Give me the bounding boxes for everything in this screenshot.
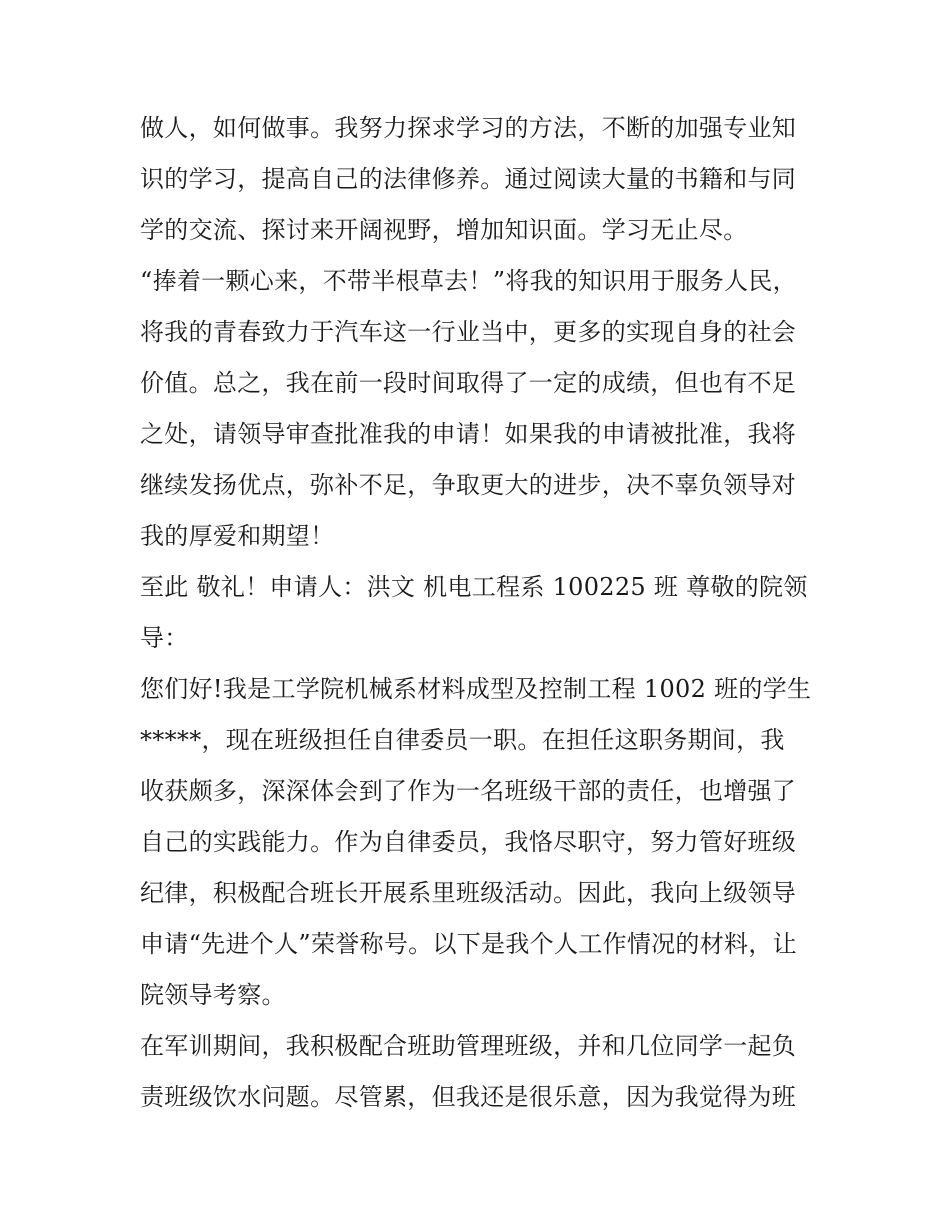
text-line: 责班级饮水问题。尽管累，但我还是很乐意，因为我觉得为班 bbox=[140, 1083, 797, 1111]
text-line: 做人，如何做事。我努力探求学习的方法，不断的加强专业知 bbox=[140, 114, 797, 142]
text-line: 我的厚爱和期望！ bbox=[140, 522, 335, 550]
text-line: 院领导考察。 bbox=[140, 981, 286, 1009]
text-line: 您们好!我是工学院机械系材料成型及控制工程 1002 班的学生 bbox=[140, 675, 812, 703]
document-body bbox=[140, 103, 820, 1123]
text-line: “捧着一颗心来，不带半根草去！”将我的知识用于服务人民， bbox=[140, 267, 797, 295]
text-line: 自己的实践能力。作为自律委员，我恪尽职守，努力管好班级 bbox=[140, 828, 797, 856]
text-line: 学的交流、探讨来开阔视野，增加知识面。学习无止尽。 bbox=[140, 216, 748, 244]
text-line: 价值。总之，我在前一段时间取得了一定的成绩，但也有不足 bbox=[140, 369, 797, 397]
text-line: 纪律，积极配合班长开展系里班级活动。因此，我向上级领导 bbox=[140, 879, 797, 907]
text-line: 在军训期间，我积极配合班助管理班级，并和几位同学一起负 bbox=[140, 1032, 797, 1060]
text-line: 导： bbox=[140, 624, 189, 652]
text-line: 收获颇多，深深体会到了作为一名班级干部的责任，也增强了 bbox=[140, 777, 797, 805]
text-line: 将我的青春致力于汽车这一行业当中，更多的实现自身的社会 bbox=[140, 318, 797, 346]
text-line: 之处，请领导审查批准我的申请！如果我的申请被批准，我将 bbox=[140, 420, 797, 448]
text-line: 继续发扬优点，弥补不足，争取更大的进步，决不辜负领导对 bbox=[140, 471, 797, 499]
text-line: 申请“先进个人”荣誉称号。以下是我个人工作情况的材料，让 bbox=[140, 930, 797, 958]
text-line: 识的学习，提高自己的法律修养。通过阅读大量的书籍和与同 bbox=[140, 165, 797, 193]
text-line: *****，现在班级担任自律委员一职。在担任这职务期间，我 bbox=[140, 726, 785, 754]
text-line: 至此 敬礼！申请人：洪文 机电工程系 100225 班 尊敬的院领 bbox=[140, 573, 808, 601]
